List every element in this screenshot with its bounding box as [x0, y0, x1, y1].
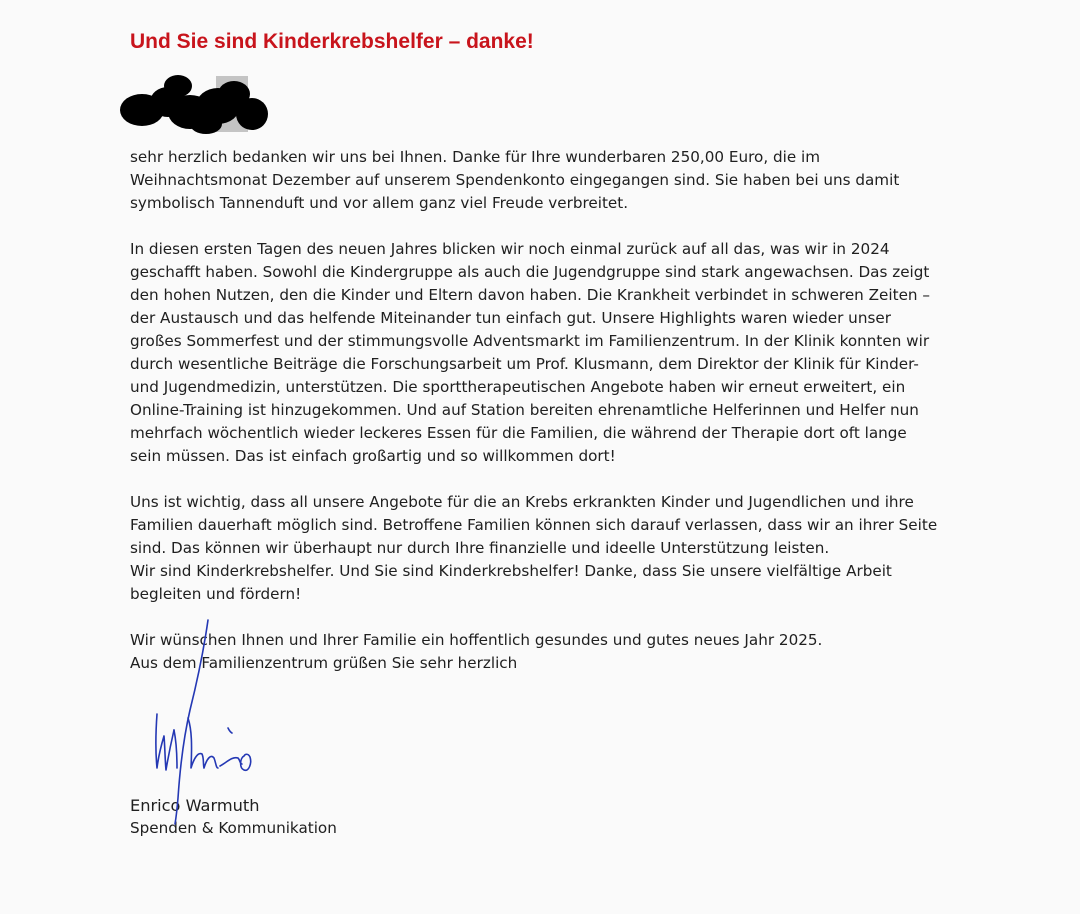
sender-name: Enrico Warmuth: [130, 796, 260, 815]
paragraph-thanks: [130, 146, 930, 215]
text-line: begleiten und fördern!: [130, 585, 302, 603]
letter-title: Und Sie sind Kinderkrebshelfer – danke!: [130, 30, 534, 53]
text-line: Familien dauerhaft möglich sind. Betroffene Familien können sich darauf verlassen, dass wir an ihrer Seite: [130, 516, 938, 534]
text-line: Wir sind Kinderkrebshelfer. Und Sie sind Kinderkrebshelfer! Danke, dass Sie unsere vielfältige Arbeit: [130, 562, 892, 580]
text-line: sehr herzlich bedanken wir uns bei Ihnen. Danke für Ihre wunderbaren 250,00 Euro, die im: [130, 148, 821, 166]
text-line: der Austausch und das helfende Miteinander tun einfach gut. Unsere Highlights waren wieder unser: [130, 309, 891, 327]
text-line: Uns ist wichtig, dass all unsere Angebote für die an Krebs erkrankten Kinder und Jugendlichen und ihre: [130, 493, 914, 511]
paragraph-closing: [130, 629, 930, 675]
text-line: großes Sommerfest und der stimmungsvolle Adventsmarkt im Familienzentrum. In der Klinik konnten wir: [130, 332, 930, 350]
text-line: Online-Training ist hinzugekommen. Und auf Station bereiten ehrenamtliche Helferinnen und Helfer nun: [130, 401, 919, 419]
redaction-scribble-icon: [116, 72, 276, 138]
text-line: Wir wünschen Ihnen und Ihrer Familie ein hoffentlich gesundes und gutes neues Jahr 2025.: [130, 631, 823, 649]
paragraph-review-2024: [130, 238, 930, 468]
text-line: den hohen Nutzen, den die Kinder und Eltern davon haben. Die Krankheit verbindet in schweren Zeiten –: [130, 286, 930, 304]
text-line: Weihnachtsmonat Dezember auf unserem Spendenkonto eingegangen sind. Sie haben bei uns damit: [130, 171, 900, 189]
text-line: Aus dem Familienzentrum grüßen Sie sehr herzlich: [130, 654, 518, 672]
sender-role: Spenden & Kommunikation: [130, 819, 337, 837]
text-line: geschafft haben. Sowohl die Kindergruppe als auch die Jugendgruppe sind stark angewachsen. Das zeigt: [130, 263, 930, 281]
text-line: durch wesentliche Beiträge die Forschungsarbeit um Prof. Klusmann, dem Direktor der Klinik für Kinder-: [130, 355, 919, 373]
text-line: und Jugendmedizin, unterstützen. Die sporttherapeutischen Angebote haben wir erneut erweitert, ein: [130, 378, 906, 396]
text-line: In diesen ersten Tagen des neuen Jahres blicken wir noch einmal zurück auf all das, was wir in 2024: [130, 240, 890, 258]
sender-block: [130, 794, 337, 840]
text-line: sein müssen. Das ist einfach großartig und so willkommen dort!: [130, 447, 616, 465]
text-line: symbolisch Tannenduft und vor allem ganz viel Freude verbreitet.: [130, 194, 629, 212]
text-line: mehrfach wöchentlich wieder leckeres Essen für die Familien, die während der Therapie dort oft lange: [130, 424, 907, 442]
text-line: sind. Das können wir überhaupt nur durch Ihre finanzielle und ideelle Unterstützung leisten.: [130, 539, 830, 557]
paragraph-support: [130, 491, 938, 606]
letter-body: [130, 146, 938, 675]
